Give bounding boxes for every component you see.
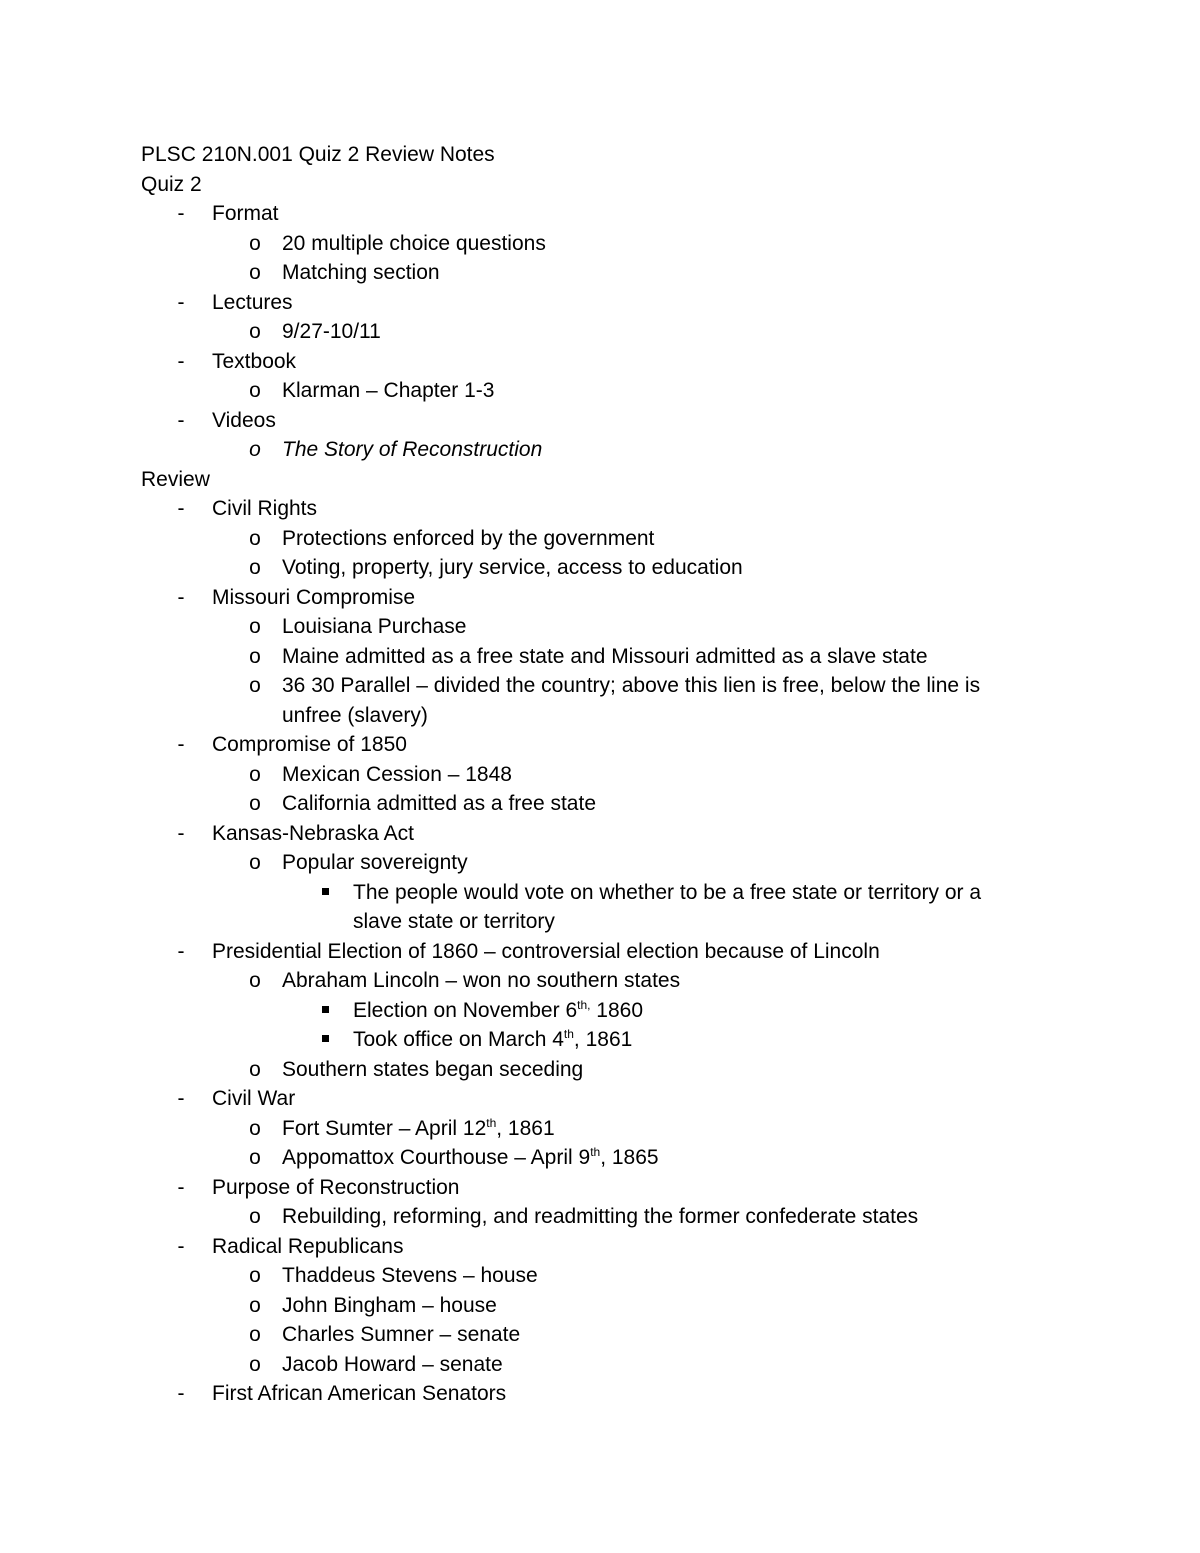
circle-bullet: o xyxy=(249,1057,261,1081)
list-item: - Format xyxy=(141,199,1041,229)
list-item: - Civil Rights xyxy=(141,494,1041,524)
dash-bullet: - xyxy=(177,733,185,756)
circle-bullet: o xyxy=(249,556,261,579)
video-title: The Story of Reconstruction xyxy=(282,438,543,461)
list-item: o Popular sovereignty xyxy=(141,848,1041,878)
list-item-continuation: unfree (slavery) xyxy=(282,703,428,727)
list-item: o 36 30 Parallel – divided the country; above this lien is free, below the line is xyxy=(141,671,1041,701)
circle-bullet: o xyxy=(249,320,261,343)
list-item: o Appomattox Courthouse – April 9th, 1865 xyxy=(141,1143,1041,1173)
dash-bullet: - xyxy=(177,1234,185,1258)
circle-bullet: o xyxy=(249,674,261,697)
list-item: - Missouri Compromise xyxy=(141,583,1041,613)
list-item: o Rebuilding, reforming, and readmitting the former confederate states xyxy=(141,1202,1041,1232)
circle-bullet: o xyxy=(249,1323,261,1346)
list-item: o 9/27-10/11 xyxy=(141,317,1041,347)
dash-bullet: - xyxy=(177,349,185,373)
circle-bullet: o xyxy=(249,1264,261,1287)
circle-bullet: o xyxy=(249,644,261,668)
dash-bullet: - xyxy=(177,290,185,314)
list-item: - Lectures xyxy=(141,288,1041,318)
list-item: o John Bingham – house xyxy=(141,1291,1041,1321)
circle-bullet: o xyxy=(249,231,261,255)
list-item: The people would vote on whether to be a free state or territory or a xyxy=(141,878,1041,908)
list-item: - Videos xyxy=(141,406,1041,436)
list-item: - Presidential Election of 1860 – controversial election because of Lincoln xyxy=(141,937,1041,967)
dash-bullet: - xyxy=(177,821,185,845)
list-item: o Matching section xyxy=(141,258,1041,288)
quiz-heading: Quiz 2 xyxy=(141,172,202,196)
list-item: o Southern states began seceding xyxy=(141,1055,1041,1085)
list-item: o Fort Sumter – April 12th, 1861 xyxy=(141,1114,1041,1144)
list-item: o Thaddeus Stevens – house xyxy=(141,1261,1041,1291)
dash-bullet: - xyxy=(177,202,185,225)
list-item: o Klarman – Chapter 1-3 xyxy=(141,376,1041,406)
list-item-continuation: slave state or territory xyxy=(353,910,555,933)
circle-bullet: o xyxy=(249,851,261,874)
document-title: PLSC 210N.001 Quiz 2 Review Notes xyxy=(141,143,495,166)
circle-bullet: o xyxy=(249,1205,261,1228)
list-item: o Voting, property, jury service, access to education xyxy=(141,553,1041,583)
dash-bullet: - xyxy=(177,497,185,520)
list-item: - First African American Senators xyxy=(141,1379,1041,1409)
dash-bullet: - xyxy=(177,408,185,432)
circle-bullet: o xyxy=(249,1293,261,1317)
document-page xyxy=(141,140,1041,1409)
list-item: Took office on March 4th, 1861 xyxy=(141,1025,1041,1055)
list-item: o Charles Sumner – senate xyxy=(141,1320,1041,1350)
list-item: - Compromise of 1850 xyxy=(141,730,1041,760)
list-item: o Jacob Howard – senate xyxy=(141,1350,1041,1380)
dash-bullet: - xyxy=(177,1087,185,1110)
square-bullet-icon xyxy=(317,1025,333,1055)
list-item: o Louisiana Purchase xyxy=(141,612,1041,642)
list-item: o Maine admitted as a free state and Missouri admitted as a slave state xyxy=(141,642,1041,672)
circle-bullet: o xyxy=(249,379,261,402)
list-item: o Protections enforced by the government xyxy=(141,524,1041,554)
dash-bullet: - xyxy=(177,585,185,609)
circle-bullet: o xyxy=(249,1352,261,1376)
circle-bullet: o xyxy=(249,969,261,992)
list-item: - Kansas-Nebraska Act xyxy=(141,819,1041,849)
list-item: o 20 multiple choice questions xyxy=(141,229,1041,259)
list-item: - Textbook xyxy=(141,347,1041,377)
circle-bullet: o xyxy=(249,1146,261,1169)
square-bullet-icon xyxy=(317,996,333,1026)
review-heading: Review xyxy=(141,467,210,491)
circle-bullet: o xyxy=(249,615,261,638)
dash-bullet: - xyxy=(177,1175,185,1199)
circle-bullet: o xyxy=(249,261,261,284)
list-item: - Radical Republicans xyxy=(141,1232,1041,1262)
dash-bullet: - xyxy=(177,939,185,963)
circle-bullet: o xyxy=(249,762,261,786)
circle-bullet: o xyxy=(249,1116,261,1140)
square-bullet-icon xyxy=(317,878,333,908)
list-item: o Abraham Lincoln – won no southern states xyxy=(141,966,1041,996)
list-item: - Purpose of Reconstruction xyxy=(141,1173,1041,1203)
list-item: o Mexican Cession – 1848 xyxy=(141,760,1041,790)
list-item: Election on November $6^{th,}$ 1860 xyxy=(141,996,1041,1026)
list-item: o California admitted as a free state xyxy=(141,789,1041,819)
circle-bullet: o xyxy=(249,438,261,461)
list-item: - Civil War xyxy=(141,1084,1041,1114)
circle-bullet: o xyxy=(249,526,261,550)
list-item xyxy=(141,435,1041,465)
circle-bullet: o xyxy=(249,792,261,815)
dash-bullet: - xyxy=(177,1382,185,1405)
